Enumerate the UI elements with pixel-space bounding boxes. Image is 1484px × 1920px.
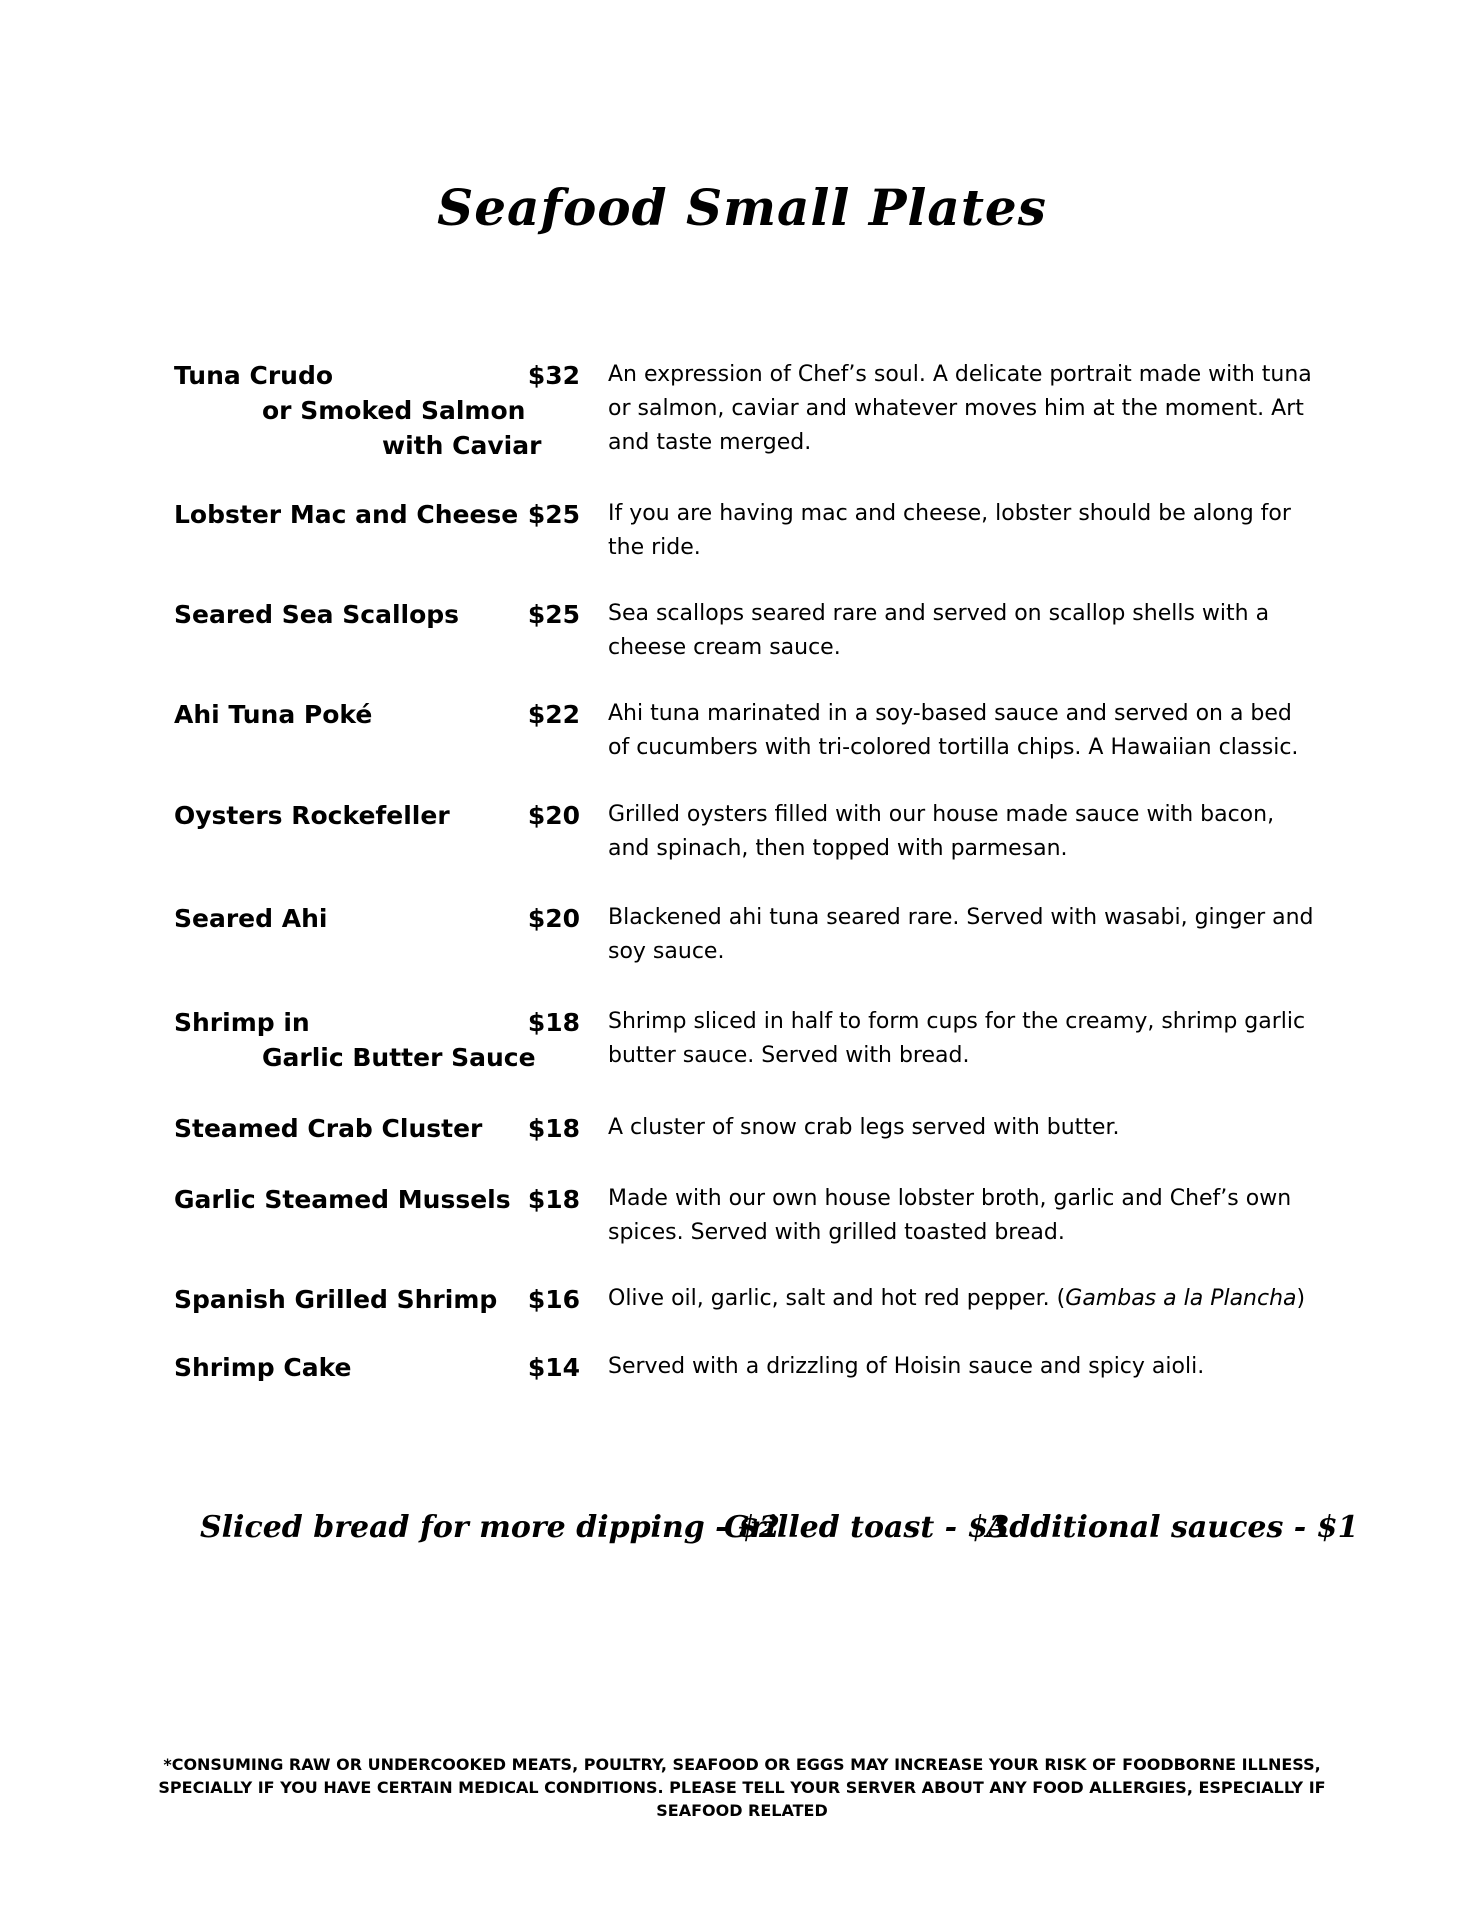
extras-line (0, 1510, 1484, 1560)
item-name-line: Steamed Crab Cluster (174, 1114, 483, 1143)
item-name (174, 597, 514, 632)
item-description-italic: Gambas a la Plancha (1065, 1286, 1297, 1311)
item-name-line: Lobster Mac and Cheese (174, 500, 519, 529)
item-name-line: Ahi Tuna Poké (174, 700, 373, 729)
item-price: $22 (527, 700, 580, 729)
item-name-line: Seared Sea Scallops (174, 600, 460, 629)
item-price: $20 (527, 801, 580, 830)
item-price: $18 (527, 1008, 580, 1037)
item-description-text: Olive oil, garlic, salt and hot red pepper. ( (608, 1286, 1066, 1311)
item-name-line: with Caviar (382, 431, 542, 460)
item-name (174, 358, 542, 463)
item-name (174, 1111, 514, 1146)
item-name-line: Spanish Grilled Shrimp (174, 1285, 498, 1314)
item-description: A cluster of snow crab legs served with butter. (608, 1115, 1120, 1140)
item-name-line: Tuna Crudo (174, 361, 334, 390)
item-description: Sea scallops seared rare and served on scallop shells with a cheese cream sauce. (608, 601, 1270, 660)
item-name-line: Oysters Rockefeller (174, 801, 450, 830)
item-name (174, 1005, 536, 1075)
item-name (174, 497, 519, 532)
item-name-line: Garlic Steamed Mussels (174, 1185, 511, 1214)
item-price: $14 (527, 1353, 580, 1382)
item-description: Made with our own house lobster broth, garlic and Chef’s own spices. Served with grilled toasted bread. (608, 1186, 1292, 1245)
item-name (174, 1350, 514, 1385)
item-name (174, 1182, 514, 1217)
item-price: $25 (527, 500, 580, 529)
item-name (174, 1282, 514, 1317)
extra-bread: Sliced bread for more dipping - $2 (200, 1510, 780, 1545)
item-price: $18 (527, 1114, 580, 1143)
item-name (174, 901, 514, 936)
extra-toast: Grilled toast - $3 (724, 1510, 1010, 1545)
extra-sauces: Additional sauces - $1 (986, 1510, 1359, 1545)
item-name-line: Seared Ahi (174, 904, 328, 933)
item-name-line: Shrimp Cake (174, 1353, 352, 1382)
item-price: $25 (527, 600, 580, 629)
item-description: Served with a drizzling of Hoisin sauce and spicy aioli. (608, 1354, 1205, 1379)
item-name (174, 798, 514, 833)
item-description: If you are having mac and cheese, lobster should be along for the ride. (608, 501, 1291, 560)
item-price: $16 (527, 1285, 580, 1314)
item-name-line: Garlic Butter Sauce (262, 1043, 536, 1072)
page-title: Seafood Small Plates (437, 178, 1047, 237)
item-price: $18 (527, 1185, 580, 1214)
item-description: Shrimp sliced in half to form cups for the creamy, shrimp garlic butter sauce. Served with bread. (608, 1009, 1306, 1068)
item-description: An expression of Chef’s soul. A delicate portrait made with tuna or salmon, caviar and whatever moves him at the moment. Art and taste merged. (608, 362, 1312, 455)
item-price: $20 (527, 904, 580, 933)
item-description (608, 1282, 1320, 1316)
item-description-end: ) (1296, 1286, 1306, 1311)
item-description: Ahi tuna marinated in a soy-based sauce and served on a bed of cucumbers with tri-colored tortilla chips. A Hawaiian classic. (608, 701, 1299, 760)
item-name (174, 697, 514, 732)
food-safety-disclaimer: *CONSUMING RAW OR UNDERCOOKED MEATS, POULTRY, SEAFOOD OR EGGS MAY INCREASE YOUR RISK OF FOODBORNE ILLNESS, SPECIALLY IF YOU HAVE CERTAIN MEDICAL CONDITIONS. PLEASE TELL YOUR SERVER ABOUT ANY FOOD ALLERGIES, ESPECIALLY IF SEAFOOD RELATED (158, 1755, 1326, 1820)
item-description: Grilled oysters filled with our house made sauce with bacon, and spinach, then topped with parmesan. (608, 802, 1275, 861)
item-description: Blackened ahi tuna seared rare. Served with wasabi, ginger and soy sauce. (608, 905, 1314, 964)
item-name-line: or Smoked Salmon (262, 396, 526, 425)
item-name-line: Shrimp in (174, 1008, 310, 1037)
item-price: $32 (527, 361, 580, 390)
